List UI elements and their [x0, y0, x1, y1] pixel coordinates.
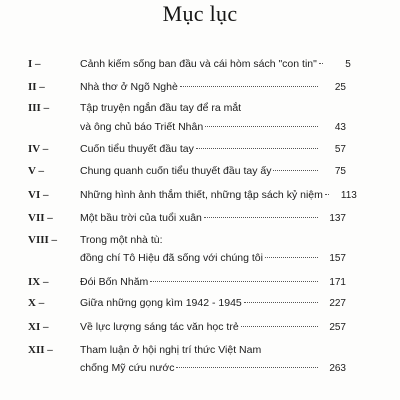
dot-leader: [325, 194, 329, 195]
chapter-title-line: [80, 101, 346, 115]
chapter-title: Giữa những gọng kìm 1942 - 1945: [80, 297, 242, 309]
chapter-number: VII –: [28, 212, 53, 224]
page-number: 171: [329, 277, 346, 288]
dot-leader: [176, 367, 318, 368]
chapter-title-continued: và ông chủ báo Triết Nhân: [80, 121, 204, 133]
chapter-number: XII –: [28, 344, 53, 356]
page-number: 25: [334, 82, 346, 93]
chapter-number: X –: [28, 297, 45, 309]
chapter-title: Những hình ảnh thắm thiết, những tập sách kỷ niệm: [80, 189, 323, 201]
chapter-title-line: [80, 320, 346, 335]
page-number: 75: [334, 166, 346, 177]
dot-leader: [265, 257, 318, 258]
page-number: 5: [345, 59, 351, 70]
dot-leader: [150, 281, 318, 282]
chapter-title-line: [80, 296, 346, 311]
chapter-number: III –: [28, 102, 50, 114]
page-number: 57: [334, 144, 346, 155]
page-number: 263: [329, 363, 346, 374]
page-number: 43: [334, 122, 346, 133]
chapter-title-line: [80, 57, 351, 72]
chapter-title: Trong một nhà tù:: [80, 234, 163, 246]
chapter-title: Cuốn tiểu thuyết đầu tay: [80, 143, 194, 155]
dot-leader: [244, 302, 318, 303]
chapter-title-line: [80, 211, 346, 226]
dot-leader: [196, 148, 318, 149]
chapter-number: XI –: [28, 321, 49, 333]
page-number: 137: [329, 213, 346, 224]
chapter-title: Tham luận ở hội nghị trí thức Việt Nam: [80, 344, 262, 356]
dot-leader: [204, 217, 318, 218]
page-number: 157: [329, 253, 346, 264]
chapter-title-line: [80, 80, 346, 95]
chapter-title-line: [80, 361, 346, 376]
page-number: 227: [329, 298, 346, 309]
chapter-number: II –: [28, 81, 45, 93]
chapter-number: IV –: [28, 143, 49, 155]
chapter-title-line: [80, 233, 346, 247]
chapter-title-line: [80, 164, 346, 179]
chapter-title: Nhà thơ ở Ngõ Nghè: [80, 81, 178, 93]
chapter-title: Cảnh kiếm sống ban đầu và cái hòm sách "con tin": [80, 58, 317, 70]
chapter-title-line: [80, 142, 346, 157]
chapter-number: IX –: [28, 276, 49, 288]
dot-leader: [241, 326, 318, 327]
chapter-title: Đói Bốn Nhăm: [80, 276, 149, 288]
chapter-title: Chung quanh cuốn tiểu thuyết đầu tay ấy: [80, 165, 272, 177]
chapter-title-line: [80, 251, 346, 266]
chapter-title-line: [80, 120, 346, 135]
chapter-number: V –: [28, 165, 44, 177]
page-number: 257: [329, 322, 346, 333]
chapter-title-continued: chống Mỹ cứu nước: [80, 362, 175, 374]
chapter-title-line: [80, 343, 346, 357]
chapter-title: Tập truyện ngắn đầu tay để ra mắt: [80, 102, 242, 114]
dot-leader: [180, 86, 318, 87]
chapter-title: Về lực lượng sáng tác văn học trẻ: [80, 321, 239, 333]
chapter-number: VI –: [28, 189, 49, 201]
chapter-number: I –: [28, 58, 41, 70]
chapter-title-line: [80, 275, 346, 290]
chapter-title-continued: đồng chí Tô Hiệu đã sống với chúng tôi: [80, 252, 263, 264]
page-title: Mục lục: [162, 1, 238, 26]
chapter-number: VIII –: [28, 234, 58, 246]
dot-leader: [273, 170, 318, 171]
dot-leader: [205, 126, 318, 127]
chapter-title: Một bầu trời của tuổi xuân: [80, 212, 202, 224]
page-number: 113: [340, 190, 357, 201]
dot-leader: [319, 63, 323, 64]
chapter-title-line: [80, 188, 357, 203]
